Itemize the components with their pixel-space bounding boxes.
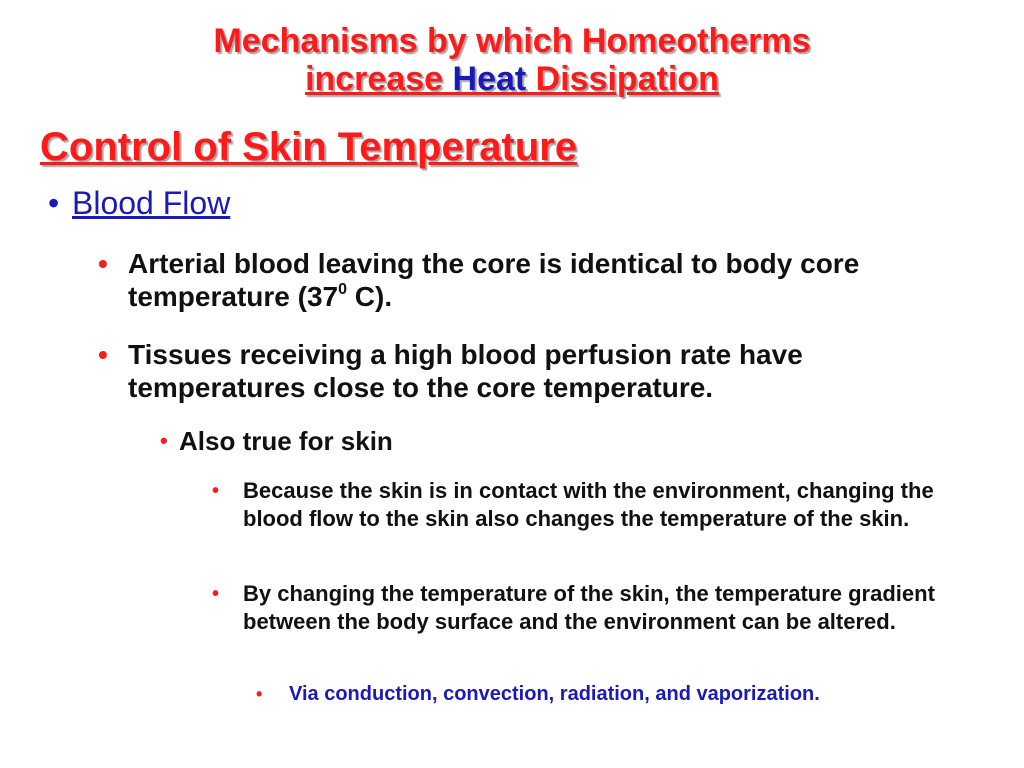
bullet-blood-flow: [48, 183, 230, 223]
bullet-text: By changing the temperature of the skin, the temperature gradient between the body surface and the environment can be altered.: [243, 581, 935, 634]
bullet-icon: •: [256, 684, 263, 704]
bullet-text: [128, 247, 968, 313]
title-line-1: Mechanisms by which Homeotherms: [213, 22, 811, 60]
superscript-zero: 0: [338, 280, 347, 298]
bullet-icon: •: [98, 339, 108, 370]
title-heat-word: Heat: [452, 60, 527, 98]
bullet-text: Tissues receiving a high blood perfusion rate have temperatures close to the core temperature.: [128, 339, 803, 403]
bullet-icon: •: [48, 185, 60, 221]
section-heading: Control of Skin Temperature: [40, 125, 578, 169]
bullet-also-true-for-skin: [160, 425, 393, 457]
bullet-icon: •: [160, 428, 168, 453]
bullet-temperature-gradient: [212, 580, 982, 636]
title-line-2-part-a: increase: [305, 60, 453, 98]
bullet-text: Via conduction, convection, radiation, and vaporization.: [289, 683, 820, 705]
bullet-arterial-blood: [98, 247, 968, 313]
bullet-heat-transfer-modes: [256, 681, 1016, 707]
title-line-2-part-b: Dissipation: [526, 60, 719, 98]
bullet-text-part: Arterial blood leaving the core is identical to body core temperature (37: [128, 248, 860, 312]
bullet-text: Blood Flow: [72, 185, 231, 221]
bullet-icon: •: [98, 248, 108, 279]
bullet-tissues-perfusion: [98, 338, 968, 404]
title-line-2: [0, 60, 1024, 98]
bullet-text-part: C).: [347, 281, 393, 312]
slide-title: [0, 22, 1024, 98]
bullet-text: Also true for skin: [179, 426, 393, 456]
bullet-skin-contact: [212, 477, 982, 533]
bullet-text: Because the skin is in contact with the environment, changing the blood flow to the skin also changes the temperature of the skin.: [243, 478, 934, 531]
bullet-icon: •: [212, 583, 220, 605]
bullet-icon: •: [212, 480, 220, 502]
